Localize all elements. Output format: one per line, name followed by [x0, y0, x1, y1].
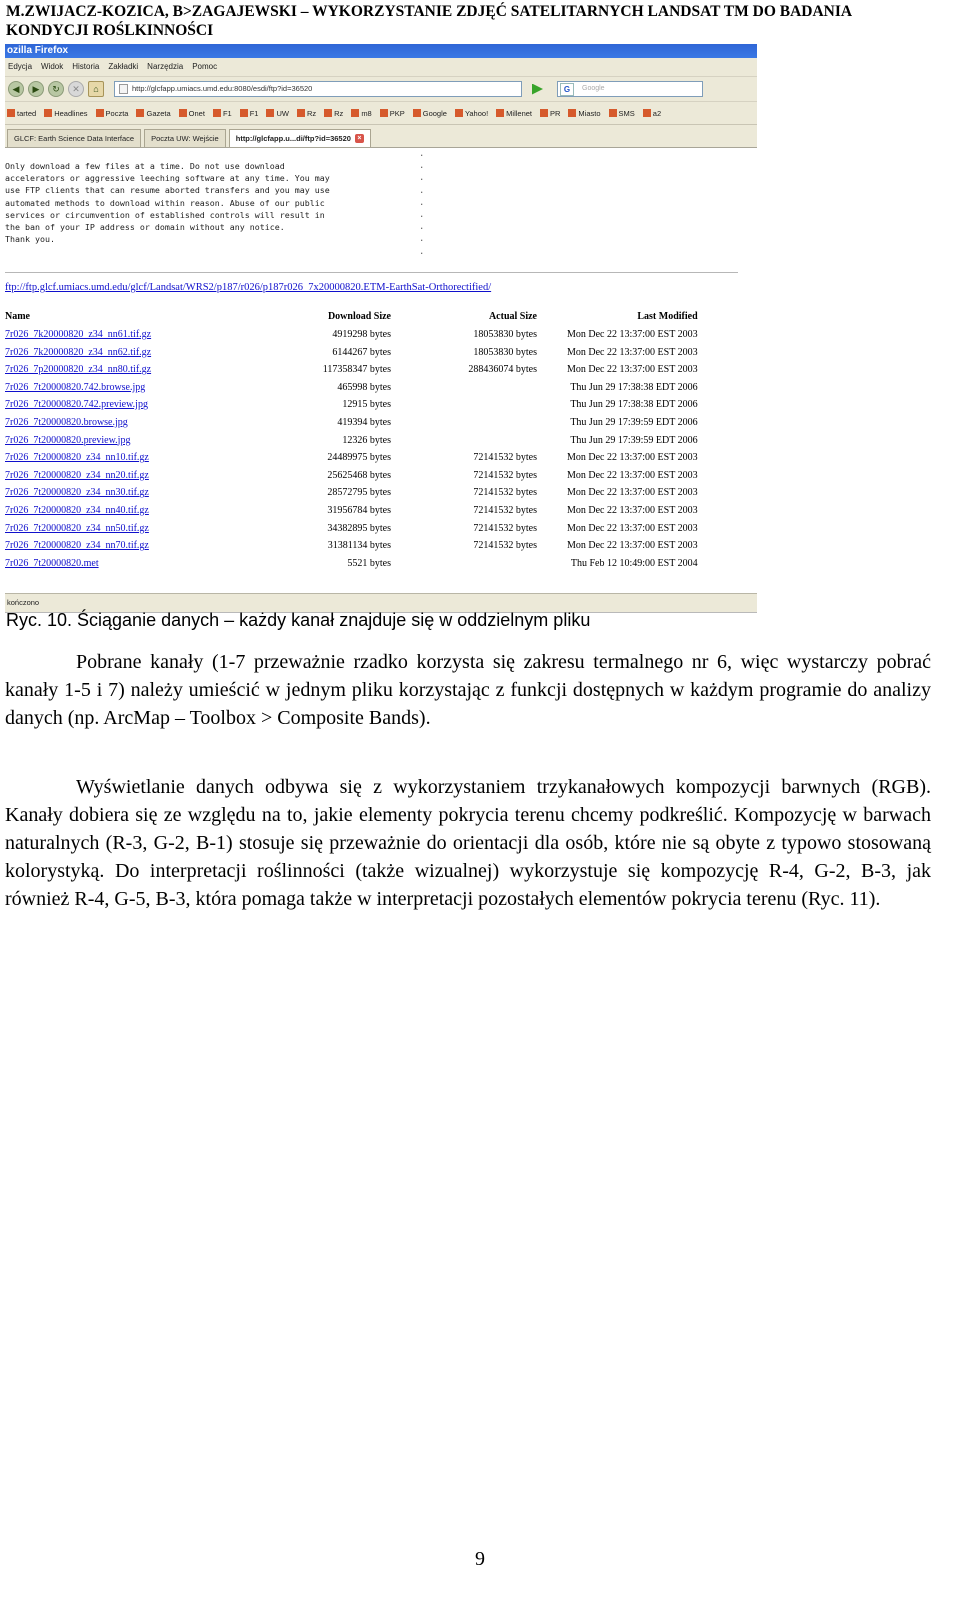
table-row: [5, 520, 698, 538]
table-cell: [567, 344, 698, 362]
file-listing-table: [5, 308, 698, 572]
table-cell: [421, 361, 567, 379]
paragraph: Wyświetlanie danych odbywa się z wykorzystaniem trzykanałowych kompozycji barwnych (RGB). Kanały dobiera się ze względu na to, jakie elementy pokrycia terenu chcemy podkreślić. Kompozycję w barwach naturalnych (R-3, G-2, B-1) stosuje się przeważnie do orientacji dla osób, które nie są obyte z typowo stosowaną kolorystyką. Do interpretacji roślinności (także wizualnej) wykorzystuje się kompozycję R-4, G-2, B-3, jak również R-4, G-5, B-3, która pomaga także w interpretacji pozostałych elementów pokrycia terenu (Ryc. 11).: [5, 776, 931, 910]
table-cell: [5, 449, 273, 467]
actual-size: 72141532 bytes: [473, 452, 537, 464]
file-name-link[interactable]: 7r026_7t20000820_z34_nn30.tif.gz: [5, 487, 149, 499]
stop-icon[interactable]: ✕: [68, 81, 84, 97]
bookmark-item[interactable]: [96, 109, 129, 118]
bookmark-icon: [44, 109, 52, 117]
last-modified: Mon Dec 22 13:37:00 EST 2003: [567, 522, 698, 534]
table-row: [5, 432, 698, 450]
table-cell: [273, 520, 421, 538]
download-size: 419394 bytes: [337, 416, 391, 428]
table-cell: [273, 361, 421, 379]
last-modified: Mon Dec 22 13:37:00 EST 2003: [567, 364, 698, 376]
bookmark-item[interactable]: [540, 109, 560, 118]
table-row: [5, 502, 698, 520]
actual-size: 288436074 bytes: [468, 364, 537, 376]
browser-screenshot-figure: [5, 44, 757, 613]
table-cell: [567, 555, 698, 573]
bookmark-label: Millenet: [506, 108, 532, 118]
file-name-link[interactable]: 7r026_7k20000820_z34_nn62.tif.gz: [5, 346, 152, 358]
google-icon: G: [560, 83, 574, 96]
table-row: [5, 467, 698, 485]
bookmark-label: a2: [652, 108, 662, 118]
bookmark-icon: [413, 109, 421, 117]
bookmark-icon: [213, 109, 221, 117]
file-name-link[interactable]: 7r026_7t20000820_z34_nn70.tif.gz: [5, 540, 149, 552]
reload-icon[interactable]: ↻: [48, 81, 64, 97]
table-cell: [567, 414, 698, 432]
bookmark-item[interactable]: [413, 109, 447, 118]
notice-line: automated methods to download within reason. Abuse of our public: [5, 197, 325, 208]
bookmark-label: UW: [276, 108, 289, 118]
forward-arrow-icon[interactable]: ▶: [28, 81, 44, 97]
table-cell: [421, 467, 567, 485]
actual-size: 72141532 bytes: [473, 504, 537, 516]
table-row: [5, 414, 698, 432]
table-cell: [5, 414, 273, 432]
bookmark-item[interactable]: [568, 109, 600, 118]
table-cell: [273, 555, 421, 573]
bookmark-item[interactable]: [266, 109, 289, 118]
table-cell: [421, 379, 567, 397]
table-cell: [567, 520, 698, 538]
divider: [5, 272, 738, 273]
table-row: [5, 326, 698, 344]
table-cell: [567, 379, 698, 397]
bookmark-icon: [7, 109, 15, 117]
table-cell: [273, 502, 421, 520]
menu-item-help[interactable]: Pomoc: [192, 62, 218, 71]
table-cell: [5, 432, 273, 450]
bookmark-label: Yahoo!: [464, 108, 489, 118]
figure-caption: Ryc. 10. Ściąganie danych – każdy kanał znajduje się w oddzielnym pliku: [6, 610, 591, 630]
bookmark-icon: [324, 109, 332, 117]
tab-glcf[interactable]: [7, 129, 141, 147]
table-cell: [273, 484, 421, 502]
file-name-link[interactable]: 7r026_7t20000820.742.preview.jpg: [5, 399, 148, 411]
download-size: 6144267 bytes: [332, 346, 391, 358]
table-row: [5, 555, 698, 573]
table-cell: [567, 361, 698, 379]
bookmark-label: F1: [249, 108, 259, 118]
file-name-link[interactable]: 7r026_7p20000820_z34_nn80.tif.gz: [5, 364, 152, 376]
table-row: [5, 344, 698, 362]
download-notice: [5, 160, 425, 245]
page-content: [5, 148, 757, 578]
bookmark-label: Headlines: [54, 108, 88, 118]
table-cell: [567, 502, 698, 520]
table-cell: [5, 467, 273, 485]
paragraph: Pobrane kanały (1-7 przeważnie rzadko korzysta się zakresu termalnego nr 6, więc wystarczy pobrać kanały 1-5 i 7) należy umieścić w jednym pliku korzystając z funkcji dostępnych w każdym programie do analizy danych (np. ArcMap – Toolbox > Composite Bands).: [5, 651, 931, 729]
bookmark-item[interactable]: [213, 109, 232, 118]
table-cell: [273, 432, 421, 450]
table-row: [5, 396, 698, 414]
download-size: 12915 bytes: [342, 399, 391, 411]
last-modified: Mon Dec 22 13:37:00 EST 2003: [567, 469, 698, 481]
last-modified: Thu Jun 29 17:39:59 EDT 2006: [570, 434, 698, 446]
running-head: M.ZWIJACZ-KOZICA, B>ZAGAJEWSKI – WYKORZYSTANIE ZDJĘĆ SATELITARNYCH LANDSAT TM DO BADANIA KONDYCJI ROŚLKINNOŚCI: [6, 3, 852, 39]
bookmark-icon: [496, 109, 504, 117]
bookmark-icon: [266, 109, 274, 117]
close-tab-icon[interactable]: ×: [355, 134, 364, 143]
menu-item-tools[interactable]: Narzędzia: [147, 62, 184, 71]
bookmark-icon: [136, 109, 144, 117]
table-cell: [5, 326, 273, 344]
column-header-download-size[interactable]: Download Size: [327, 311, 391, 323]
bookmark-label: Rz: [334, 108, 344, 118]
last-modified: Mon Dec 22 13:37:00 EST 2003: [567, 346, 698, 358]
download-size: 117358347 bytes: [322, 364, 391, 376]
download-size: 34382895 bytes: [327, 522, 391, 534]
bookmark-item[interactable]: [136, 109, 170, 118]
download-size: 31956784 bytes: [327, 504, 391, 516]
table-cell: [567, 396, 698, 414]
column-header-last-modified[interactable]: Last Modified: [637, 311, 698, 323]
menu-item-history[interactable]: Historia: [72, 62, 100, 71]
bookmark-item[interactable]: [240, 109, 259, 118]
table-cell: [421, 432, 567, 450]
table-cell: [273, 396, 421, 414]
table-cell: [567, 467, 698, 485]
search-input[interactable]: [557, 81, 703, 97]
url-bar[interactable]: [114, 81, 522, 97]
navigation-toolbar: [5, 77, 757, 101]
page-icon: [119, 84, 128, 94]
tab-ftp[interactable]: [229, 129, 371, 147]
table-cell: [421, 414, 567, 432]
notice-line: accelerators or aggressive leeching software at any time. You may: [5, 173, 330, 184]
bookmark-icon: [540, 109, 548, 117]
table-cell: [5, 520, 273, 538]
bookmark-icon: [351, 109, 359, 117]
bookmark-item[interactable]: [324, 109, 343, 118]
download-size: 4919298 bytes: [332, 329, 391, 340]
search-placeholder: Google: [582, 85, 605, 92]
file-name-link[interactable]: 7r026_7k20000820_z34_nn61.tif.gz: [5, 329, 152, 340]
table-cell: [273, 449, 421, 467]
download-size: 24489975 bytes: [327, 452, 391, 464]
bookmark-label: F1: [222, 108, 232, 118]
last-modified: Thu Jun 29 17:38:38 EDT 2006: [570, 399, 698, 411]
download-size: 25625468 bytes: [327, 469, 391, 481]
file-name-link[interactable]: 7r026_7t20000820.browse.jpg: [5, 416, 128, 428]
table-cell: [421, 396, 567, 414]
bookmark-icon: [643, 109, 651, 117]
bookmark-icon: [568, 109, 576, 117]
bookmark-label: Rz: [306, 108, 317, 118]
tab-label: GLCF: Earth Science Data Interface: [14, 134, 135, 143]
bookmark-icon: [609, 109, 617, 117]
back-arrow-icon[interactable]: ◀: [8, 81, 24, 97]
table-row: [5, 484, 698, 502]
bookmark-label: m8: [361, 108, 372, 118]
bookmark-item[interactable]: [496, 109, 532, 118]
menu-bar: [5, 58, 757, 77]
bookmark-label: Miasto: [578, 108, 601, 118]
table-cell: [567, 449, 698, 467]
bookmark-label: PKP: [389, 108, 405, 118]
table-cell: [273, 414, 421, 432]
download-size: 5521 bytes: [347, 557, 391, 569]
bookmark-item[interactable]: [380, 109, 405, 118]
table-row: [5, 537, 698, 555]
bookmark-label: SMS: [618, 108, 635, 118]
table-cell: [421, 326, 567, 344]
bookmarks-toolbar: [5, 101, 757, 125]
last-modified: Mon Dec 22 13:37:00 EST 2003: [567, 504, 698, 516]
table-cell: [5, 361, 273, 379]
go-arrow-icon[interactable]: [532, 84, 543, 95]
actual-size: 18053830 bytes: [473, 346, 537, 358]
tab-label: http://glcfapp.u...di/ftp?id=36520: [235, 134, 351, 143]
table-cell: [567, 537, 698, 555]
last-modified: Mon Dec 22 13:37:00 EST 2003: [567, 452, 698, 464]
table-cell: [5, 502, 273, 520]
file-name-link[interactable]: 7r026_7t20000820.742.browse.jpg: [5, 381, 146, 393]
download-size: 28572795 bytes: [327, 487, 391, 499]
status-bar: kończono: [5, 593, 757, 612]
bookmark-icon: [455, 109, 463, 117]
scroll-dots: . . . . . . . . .: [419, 149, 425, 257]
bookmark-label: PR: [550, 108, 561, 118]
notice-line: the ban of your IP address or domain without any notice.: [5, 222, 285, 233]
menu-item-edit[interactable]: Edycja: [8, 62, 33, 71]
table-cell: [5, 484, 273, 502]
bookmark-icon: [297, 109, 305, 117]
tab-poczta[interactable]: [144, 129, 226, 147]
index-path-link[interactable]: ftp://ftp.glcf.umiacs.umd.edu/glcf/Landsat/WRS2/p187/r026/p187r026_7x20000820.ETM-EarthSat-Orthorectified/: [5, 282, 492, 293]
actual-size: 72141532 bytes: [473, 540, 537, 552]
window-title: ozilla Firefox: [5, 44, 757, 58]
file-name-link[interactable]: 7r026_7t20000820.met: [5, 557, 99, 569]
download-size: 465998 bytes: [337, 381, 391, 393]
table-cell: [273, 344, 421, 362]
table-cell: [5, 396, 273, 414]
table-cell: [5, 555, 273, 573]
table-cell: [567, 432, 698, 450]
table-cell: [273, 537, 421, 555]
download-size: 31381134 bytes: [327, 540, 391, 552]
last-modified: Mon Dec 22 13:37:00 EST 2003: [567, 329, 698, 340]
last-modified: Mon Dec 22 13:37:00 EST 2003: [567, 487, 698, 499]
notice-line: Thank you.: [5, 234, 55, 245]
table-cell: [421, 537, 567, 555]
page-number: 9: [475, 1548, 485, 1570]
last-modified: Thu Feb 12 10:49:00 EST 2004: [570, 557, 698, 569]
table-cell: [273, 467, 421, 485]
file-name-link[interactable]: 7r026_7t20000820_z34_nn10.tif.gz: [5, 452, 149, 464]
bookmark-icon: [96, 109, 104, 117]
last-modified: Mon Dec 22 13:37:00 EST 2003: [567, 540, 698, 552]
table-cell: [421, 484, 567, 502]
table-cell: [567, 326, 698, 344]
table-header-row: [5, 308, 698, 326]
actual-size: 72141532 bytes: [473, 487, 537, 499]
table-cell: [567, 484, 698, 502]
table-cell: [421, 502, 567, 520]
bookmark-label: Poczta: [105, 108, 129, 118]
bookmark-item[interactable]: [44, 109, 87, 118]
file-name-link[interactable]: 7r026_7t20000820_z34_nn50.tif.gz: [5, 522, 149, 534]
file-name-link[interactable]: 7r026_7t20000820.preview.jpg: [5, 434, 131, 446]
bookmark-icon: [240, 109, 248, 117]
menu-item-bookmarks[interactable]: Zakładki: [108, 62, 139, 71]
url-text: http://glcfapp.umiacs.umd.edu:8080/esdi/ftp?id=36520: [132, 84, 313, 93]
table-cell: [273, 379, 421, 397]
bookmark-item[interactable]: [455, 109, 488, 118]
home-icon[interactable]: ⌂: [88, 81, 104, 97]
table-row: [5, 449, 698, 467]
bookmark-icon: [179, 109, 187, 117]
column-header-actual-size[interactable]: Actual Size: [488, 311, 537, 323]
table-cell: [421, 520, 567, 538]
table-cell: [5, 537, 273, 555]
last-modified: Thu Jun 29 17:39:59 EDT 2006: [570, 416, 698, 428]
notice-line: Only download a few files at a time. Do not use download: [5, 161, 285, 171]
actual-size: 72141532 bytes: [473, 469, 537, 481]
bookmark-item[interactable]: [609, 109, 635, 118]
bookmark-item[interactable]: [7, 109, 36, 118]
last-modified: Thu Jun 29 17:38:38 EDT 2006: [570, 381, 698, 393]
column-header-name[interactable]: Name: [5, 311, 30, 323]
bookmark-label: Onet: [188, 108, 205, 118]
bookmark-label: Google: [422, 108, 447, 118]
bookmark-item[interactable]: [297, 109, 316, 118]
bookmark-item[interactable]: [643, 109, 661, 118]
actual-size: 72141532 bytes: [473, 522, 537, 534]
bookmark-label: tarted: [17, 108, 37, 118]
bookmark-icon: [380, 109, 388, 117]
file-name-link[interactable]: 7r026_7t20000820_z34_nn40.tif.gz: [5, 504, 149, 516]
table-cell: [421, 555, 567, 573]
tab-bar: [5, 125, 757, 148]
file-name-link[interactable]: 7r026_7t20000820_z34_nn20.tif.gz: [5, 469, 149, 481]
menu-item-view[interactable]: Widok: [41, 62, 64, 71]
table-row: [5, 379, 698, 397]
download-size: 12326 bytes: [342, 434, 391, 446]
actual-size: 18053830 bytes: [473, 329, 537, 340]
bookmark-label: Gazeta: [146, 108, 171, 118]
bookmark-item[interactable]: [179, 109, 205, 118]
notice-line: services or circumvention of established controls will result in: [5, 209, 325, 220]
table-cell: [273, 326, 421, 344]
table-cell: [5, 379, 273, 397]
table-row: [5, 361, 698, 379]
notice-line: use FTP clients that can resume aborted transfers and you may use: [5, 185, 330, 196]
table-cell: [5, 344, 273, 362]
bookmark-item[interactable]: [351, 109, 371, 118]
table-cell: [421, 344, 567, 362]
tab-label: Poczta UW: Wejście: [151, 134, 219, 143]
table-cell: [421, 449, 567, 467]
